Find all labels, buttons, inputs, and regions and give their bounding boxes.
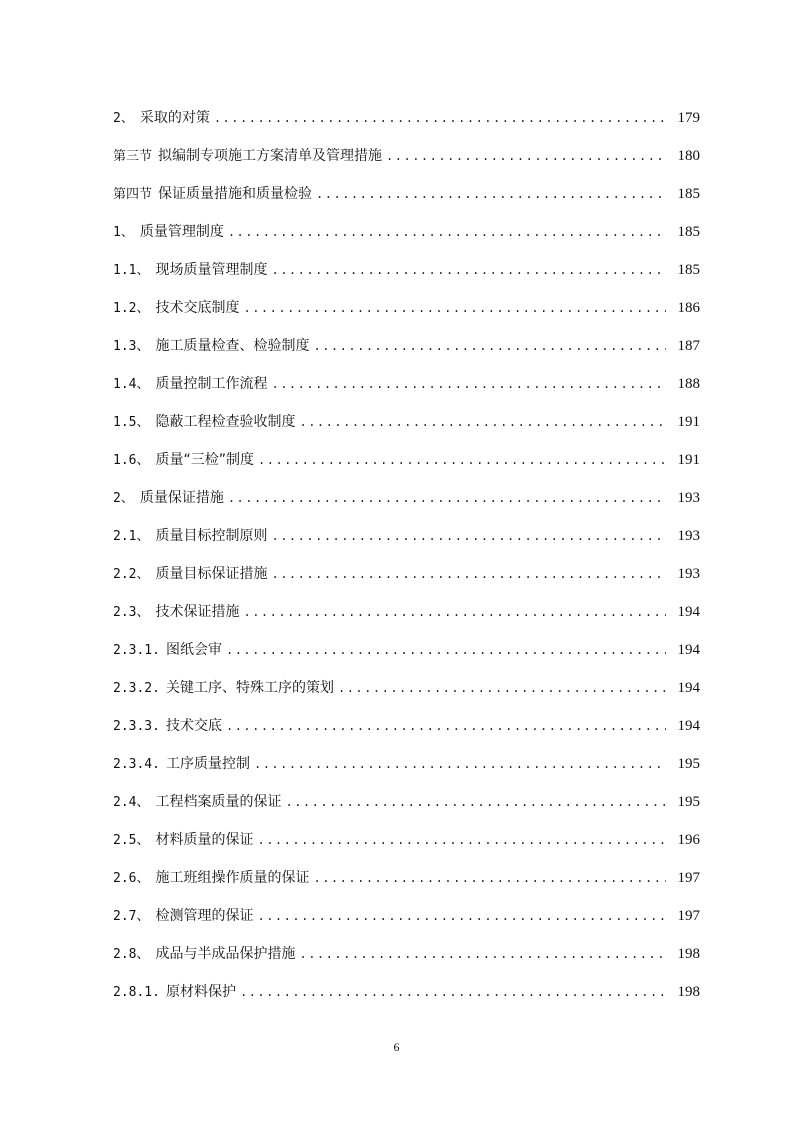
dot-leader [386, 137, 666, 175]
toc-entry-title: 保证质量措施和质量检验 [158, 186, 313, 202]
toc-entry-number: 2.8.1. [113, 985, 160, 1000]
toc-entry-number: 第四节 [113, 187, 153, 202]
toc-entry-number: 1.2、 [113, 301, 150, 316]
toc-entry-page: 191 [677, 414, 700, 430]
toc-entry-number: 2.3.3. [113, 719, 160, 734]
dot-leader [299, 935, 666, 973]
dot-leader [243, 289, 666, 327]
toc-entry-page: 194 [677, 604, 700, 620]
toc-entry-page: 180 [677, 148, 700, 164]
toc-entry-title: 拟编制专项施工方案清单及管理措施 [158, 148, 383, 164]
dot-leader [257, 821, 666, 859]
toc-entry[interactable] [113, 365, 700, 403]
dot-leader [254, 745, 666, 783]
dot-leader [258, 441, 666, 479]
toc-entry-number: 1.6、 [113, 453, 150, 468]
toc-entry-title: 质量目标保证措施 [155, 566, 268, 582]
toc-entry[interactable] [113, 137, 700, 175]
dot-leader [285, 783, 666, 821]
toc-entry-page: 197 [677, 870, 700, 886]
toc-entry-number: 2.3.4. [113, 757, 160, 772]
dot-leader [226, 707, 666, 745]
toc-entry-number: 2、 [113, 111, 134, 126]
toc-entry[interactable] [113, 175, 700, 213]
dot-leader [299, 403, 666, 441]
toc-entry[interactable] [113, 631, 700, 669]
toc-entry[interactable] [113, 403, 700, 441]
toc-entry-title: 施工班组操作质量的保证 [155, 870, 310, 886]
toc-entry-title: 材料质量的保证 [155, 832, 254, 848]
toc-entry-page: 185 [677, 262, 700, 278]
toc-entry-title: 质量控制工作流程 [155, 376, 268, 392]
dot-leader [271, 365, 666, 403]
toc-entry-number: 1.1、 [113, 263, 150, 278]
toc-entry-page: 188 [677, 376, 700, 392]
toc-entry-title: 关键工序、特殊工序的策划 [165, 680, 334, 696]
dot-leader [271, 555, 666, 593]
toc-entry-title: 施工质量检查、检验制度 [155, 338, 310, 354]
toc-entry[interactable] [113, 897, 700, 935]
dot-leader [313, 327, 666, 365]
toc-entry-number: 2.8、 [113, 947, 150, 962]
toc-entry-page: 198 [677, 984, 700, 1000]
toc-entry-page: 193 [677, 490, 700, 506]
dot-leader [313, 859, 666, 897]
toc-entry-title: 质量“三检”制度 [155, 452, 254, 468]
toc-entry[interactable] [113, 479, 700, 517]
toc-entry-page: 197 [677, 908, 700, 924]
toc-entry-title: 原材料保护 [165, 984, 236, 1000]
toc-entry-title: 成品与半成品保护措施 [155, 946, 296, 962]
dot-leader [243, 593, 666, 631]
toc-entry[interactable] [113, 555, 700, 593]
toc-entry-title: 图纸会审 [165, 642, 222, 658]
toc-entry-page: 194 [677, 642, 700, 658]
toc-entry[interactable] [113, 99, 700, 137]
toc-entry-number: 2.2、 [113, 567, 150, 582]
toc-entry-number: 2.3、 [113, 605, 150, 620]
toc-entry-number: 第三节 [113, 149, 153, 164]
toc-entry-number: 2.3.1. [113, 643, 160, 658]
toc-entry-title: 质量目标控制原则 [155, 528, 268, 544]
dot-leader [316, 175, 666, 213]
dot-leader [214, 99, 666, 137]
dot-leader [226, 631, 666, 669]
toc-entry-title: 检测管理的保证 [155, 908, 254, 924]
toc-entry[interactable] [113, 783, 700, 821]
toc-entry-page: 179 [677, 110, 700, 126]
toc-entry[interactable] [113, 669, 700, 707]
toc-entry[interactable] [113, 707, 700, 745]
dot-leader [338, 669, 666, 707]
toc-entry-title: 工序质量控制 [165, 756, 250, 772]
toc-entry-number: 2.7、 [113, 909, 150, 924]
toc-entry-page: 186 [677, 300, 700, 316]
dot-leader [257, 897, 666, 935]
toc-entry-title: 工程档案质量的保证 [155, 794, 282, 810]
toc-entry-page: 198 [677, 946, 700, 962]
toc-entry-title: 技术交底制度 [155, 300, 240, 316]
toc-entry-title: 隐蔽工程检查验收制度 [155, 414, 296, 430]
toc-entry-title: 质量管理制度 [139, 224, 224, 240]
toc-entry-number: 2.6、 [113, 871, 150, 886]
toc-entry[interactable] [113, 745, 700, 783]
toc-entry[interactable] [113, 251, 700, 289]
toc-entry-page: 185 [677, 224, 700, 240]
toc-entry-title: 质量保证措施 [139, 490, 224, 506]
toc-entry[interactable] [113, 859, 700, 897]
table-of-contents [113, 99, 700, 1011]
toc-entry-number: 1.3、 [113, 339, 150, 354]
dot-leader [271, 517, 666, 555]
toc-entry[interactable] [113, 213, 700, 251]
toc-entry[interactable] [113, 517, 700, 555]
toc-entry-page: 191 [677, 452, 700, 468]
toc-entry-title: 采取的对策 [139, 110, 210, 126]
page-number: 6 [393, 1040, 400, 1054]
toc-entry-number: 2.4、 [113, 795, 150, 810]
dot-leader [228, 213, 666, 251]
toc-entry-title: 技术保证措施 [155, 604, 240, 620]
toc-entry[interactable] [113, 973, 700, 1011]
toc-entry[interactable] [113, 441, 700, 479]
toc-entry-title: 现场质量管理制度 [155, 262, 268, 278]
toc-entry-page: 194 [677, 718, 700, 734]
toc-entry-page: 185 [677, 186, 700, 202]
toc-entry-number: 1、 [113, 225, 134, 240]
toc-entry-page: 195 [677, 794, 700, 810]
toc-entry-number: 2.5、 [113, 833, 150, 848]
dot-leader [271, 251, 666, 289]
toc-entry-page: 196 [677, 832, 700, 848]
toc-entry-number: 2.1、 [113, 529, 150, 544]
toc-entry-page: 193 [677, 528, 700, 544]
toc-entry-page: 187 [677, 338, 700, 354]
toc-entry[interactable] [113, 327, 700, 365]
dot-leader [228, 479, 666, 517]
toc-entry[interactable] [113, 593, 700, 631]
toc-entry-number: 2.3.2. [113, 681, 160, 696]
toc-entry-page: 195 [677, 756, 700, 772]
toc-entry-number: 2、 [113, 491, 134, 506]
toc-entry[interactable] [113, 289, 700, 327]
toc-entry-number: 1.4、 [113, 377, 150, 392]
toc-entry[interactable] [113, 821, 700, 859]
toc-entry-number: 1.5、 [113, 415, 150, 430]
toc-entry-page: 193 [677, 566, 700, 582]
dot-leader [240, 973, 666, 1011]
toc-entry-page: 194 [677, 680, 700, 696]
toc-entry[interactable] [113, 935, 700, 973]
toc-entry-title: 技术交底 [165, 718, 222, 734]
